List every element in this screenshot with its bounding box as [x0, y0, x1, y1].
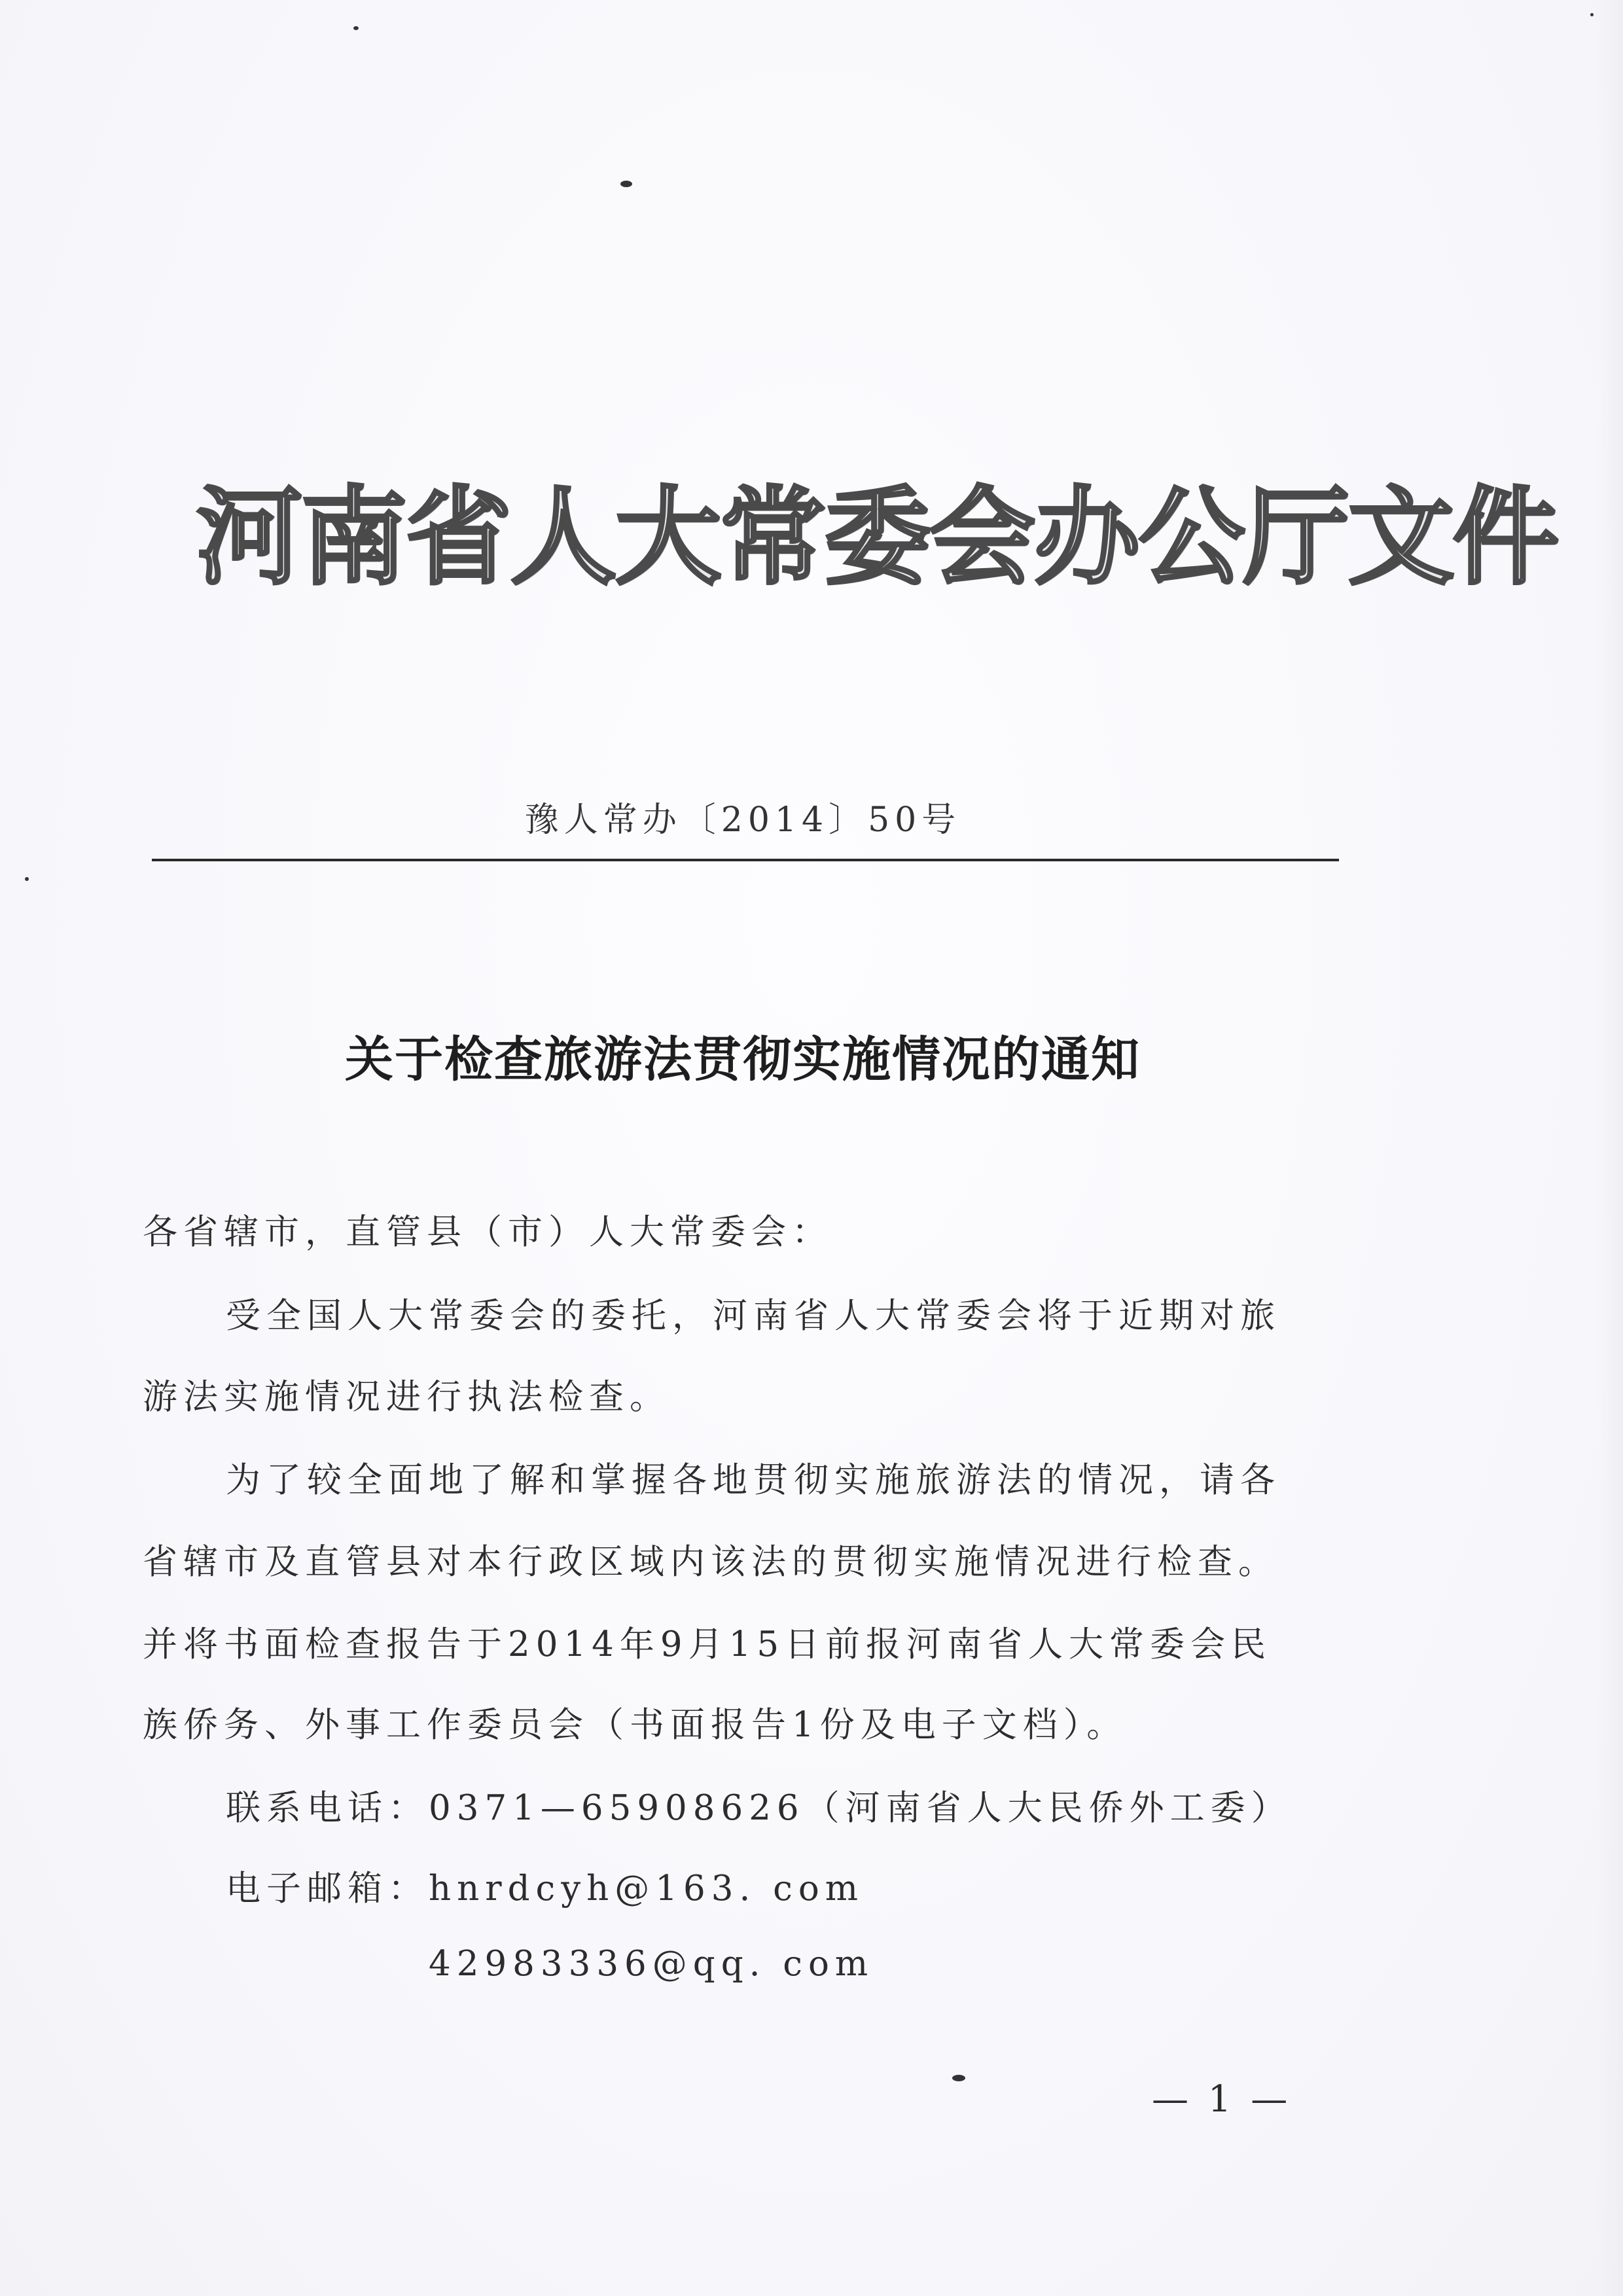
addressee-line: 各省辖市，直管县（市）人大常委会： — [143, 1212, 832, 1252]
scan-speck — [620, 181, 632, 187]
paragraph-2-line-3: 并将书面检查报告于2014年9月15日前报河南省人大常委会民 — [143, 1624, 1272, 1664]
paragraph-2-line-4: 族侨务、外事工作委员会（书面报告1份及电子文档）。 — [143, 1705, 1128, 1745]
scan-speck — [1590, 13, 1594, 16]
masthead-title: 河南省人大常委会办公厅文件 — [196, 475, 1558, 600]
document-title: 关于检查旅游法贯彻实施情况的通知 — [345, 1031, 1141, 1088]
scan-speck — [952, 2075, 965, 2081]
paragraph-2-line-1: 为了较全面地了解和掌握各地贯彻实施旅游法的情况，请各 — [226, 1460, 1281, 1500]
contact-phone: 联系电话：0371—65908626（河南省人大民侨外工委） — [226, 1788, 1292, 1828]
scan-speck — [25, 877, 29, 881]
paragraph-1-line-2: 游法实施情况进行执法检查。 — [143, 1377, 670, 1417]
scan-speck — [353, 26, 359, 30]
scan-shadow-edge — [1597, 0, 1623, 2296]
paragraph-2-line-2: 省辖市及直管县对本行政区域内该法的贯彻实施情况进行检查。 — [143, 1542, 1279, 1582]
document-number: 豫人常办〔2014〕50号 — [524, 800, 961, 840]
page-number: — 1 — — [1152, 2078, 1292, 2121]
contact-email-primary: 电子邮箱：hnrdcyh@163. com — [226, 1869, 864, 1909]
paragraph-1-line-1: 受全国人大常委会的委托，河南省人大常委会将于近期对旅 — [226, 1296, 1281, 1336]
masthead-divider — [152, 859, 1339, 861]
contact-email-secondary: 42983336@qq. com — [429, 1944, 874, 1984]
